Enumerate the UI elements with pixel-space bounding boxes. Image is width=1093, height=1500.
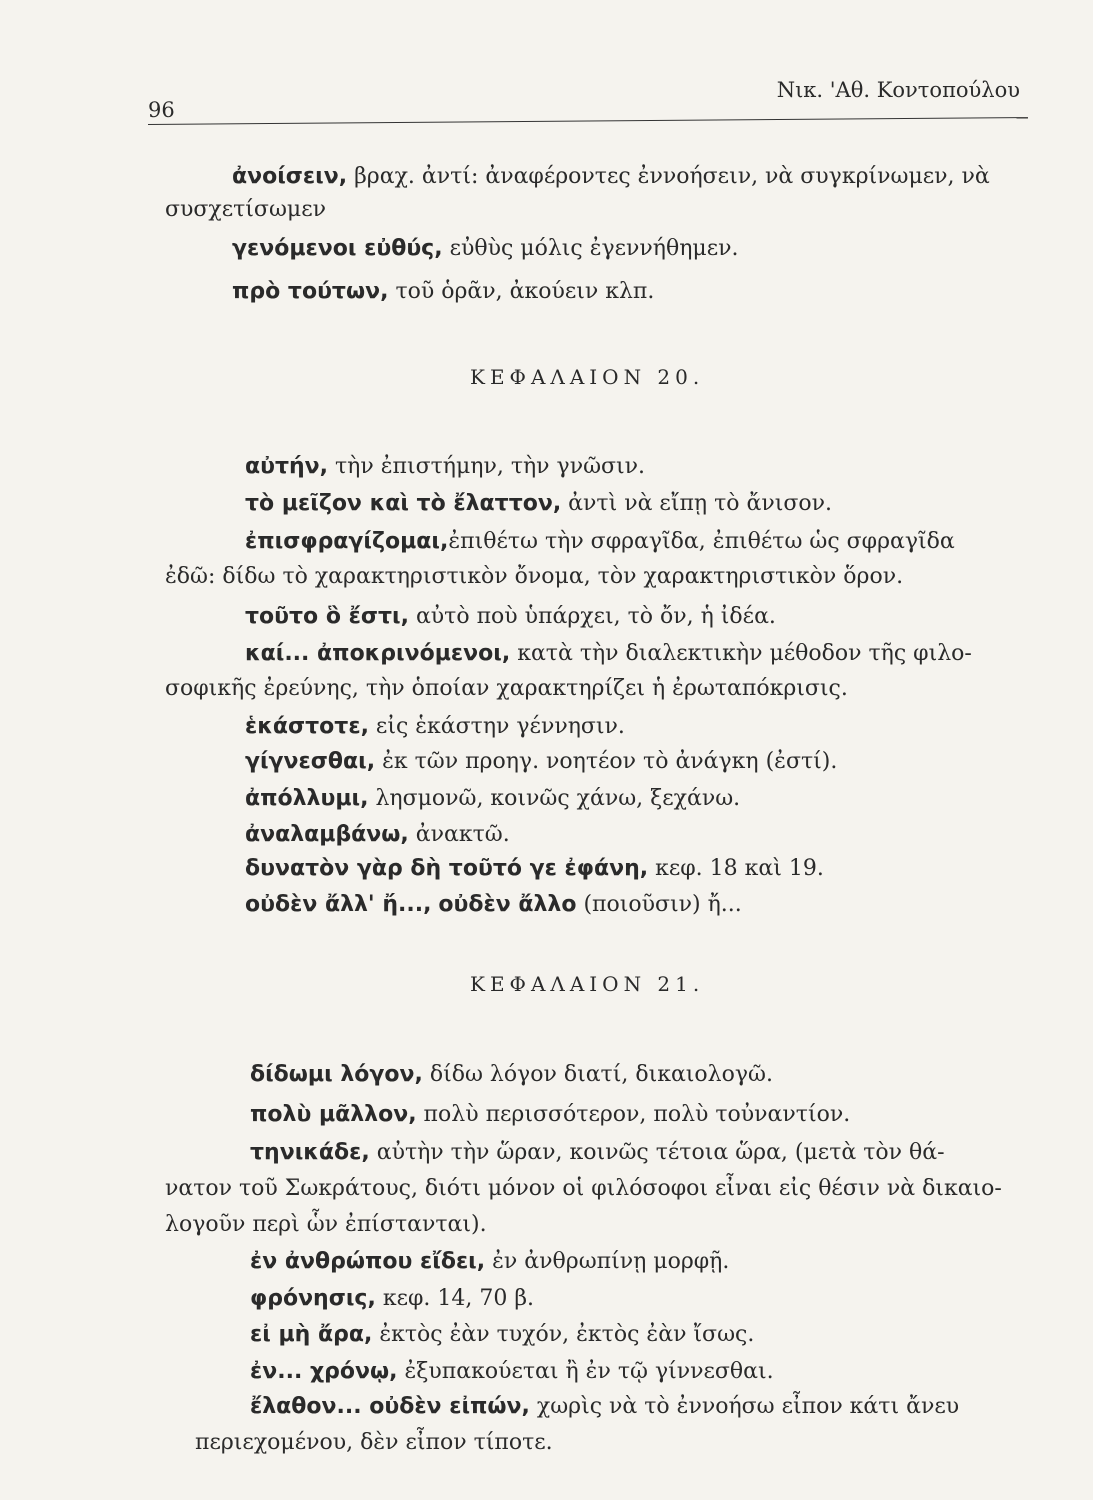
entry-lemma: ἐν... χρόνῳ, [250, 1359, 398, 1384]
entry-lemma: πολὺ μᾶλλον, [250, 1102, 417, 1127]
entry-gloss: ἀντὶ νὰ εἴπῃ τὸ ἄνισον. [561, 491, 832, 516]
entry-gloss: χωρὶς νὰ τὸ ἐννοήσω εἶπον κάτι ἄνευ [529, 1394, 960, 1419]
glossary-entry [250, 1390, 959, 1424]
glossary-entry [250, 1245, 729, 1279]
chapter-heading: ΚΕΦΑΛΑΙΟΝ 21. [470, 972, 705, 996]
entry-lemma: καί... ἀποκρινόμενοι, [245, 641, 511, 666]
entry-gloss: τὴν ἐπιστήμην, τὴν γνῶσιν. [328, 454, 646, 479]
entry-gloss: ἐπιθέτω τὴν σφραγῖδα, ἐπιθέτω ὡς σφραγῖδα [448, 529, 955, 554]
glossary-entry [250, 1318, 754, 1352]
entry-lemma: φρόνησις, [250, 1286, 376, 1311]
entry-gloss: οὐδὲν ἄλλο (ποιοῦσιν) ἤ... [438, 892, 742, 917]
chapter-heading: ΚΕΦΑΛΑΙΟΝ 20. [470, 365, 705, 389]
glossary-entry [245, 852, 824, 886]
glossary-entry [250, 1058, 773, 1092]
entry-lemma: ἐπισφραγίζομαι, [245, 529, 449, 554]
glossary-entry [245, 487, 832, 521]
entry-gloss: ἐκτὸς ἐὰν τυχόν, ἐκτὸς ἐὰν ἴσως. [372, 1322, 755, 1347]
glossary-entry [232, 232, 738, 266]
entry-lemma: ἔλαθον... οὐδὲν εἰπών, [250, 1394, 530, 1419]
entry-lemma: δίδωμι λόγον, [250, 1062, 423, 1087]
glossary-entry [245, 600, 776, 634]
entry-lemma: αὐτήν, [245, 454, 329, 479]
entry-gloss: πολὺ περισσότερον, πολὺ τοὐναντίον. [416, 1102, 851, 1127]
entry-gloss: ἐκ τῶν προηγ. νοητέον τὸ ἀνάγκη (ἐστί). [375, 749, 838, 774]
page-header [148, 78, 1028, 120]
entry-gloss: εὐθὺς μόλις ἐγεννήθημεν. [442, 236, 739, 261]
entry-gloss: κατὰ τὴν διαλεκτικὴν μέθοδον τῆς φιλο- [510, 641, 972, 666]
entry-continuation: λογοῦν περὶ ὧν ἐπίστανται). [165, 1212, 487, 1237]
glossary-entry [250, 1282, 534, 1316]
entry-lemma-secondary: οὐδὲν ἄλλο [438, 892, 577, 917]
glossary-entry [245, 637, 972, 671]
entry-continuation: περιεχομένου, δὲν εἶπον τίποτε. [195, 1430, 553, 1455]
glossary-entry [232, 160, 990, 194]
entry-gloss: αὐτὸ ποὺ ὑπάρχει, τὸ ὄν, ἡ ἰδέα. [408, 604, 776, 629]
entry-lemma: ἑκάστοτε, [245, 714, 369, 739]
entry-gloss: κεφ. 14, 70 β. [375, 1286, 535, 1311]
glossary-entry [250, 1355, 774, 1389]
entry-continuation: νατον τοῦ Σωκράτους, διότι μόνον οἱ φιλόσοφοι εἶναι εἰς θέσιν νὰ δικαιο- [165, 1176, 1002, 1201]
running-head: Νικ. 'Αθ. Κοντοπούλου [776, 78, 1020, 102]
entry-lemma: γίγνεσθαι, [245, 749, 376, 774]
glossary-entry [245, 782, 740, 816]
entry-lemma: τὸ μεῖζον καὶ τὸ ἔλαττον, [245, 491, 562, 516]
entry-lemma: γενόμενοι εὐθύς, [232, 236, 443, 261]
entry-lemma: εἰ μὴ ἄρα, [250, 1322, 373, 1347]
entry-continuation: σοφικῆς ἐρεύνης, τὴν ὁποίαν χαρακτηρίζει ἡ ἐρωταπόκρισις. [165, 676, 848, 701]
glossary-entry [245, 710, 625, 744]
entry-lemma: ἀνοίσειν, [232, 164, 348, 189]
glossary-entry [245, 818, 510, 852]
glossary-entry [250, 1098, 850, 1132]
entry-lemma: δυνατὸν γὰρ δὴ τοῦτό γε ἐφάνη, [245, 856, 649, 881]
page-number: 96 [148, 98, 175, 122]
entry-gloss: ἐν ἀνθρωπίνῃ μορφῇ. [485, 1249, 730, 1274]
entry-lemma: πρὸ τούτων, [232, 279, 389, 304]
glossary-entry [245, 745, 837, 779]
glossary-entry [245, 888, 742, 922]
entry-lemma: ἀναλαμβάνω, [245, 822, 409, 847]
entry-lemma: οὐδὲν ἄλλ' ἤ..., [245, 892, 432, 917]
glossary-entry [245, 525, 955, 559]
glossary-entry [250, 1136, 945, 1170]
glossary-entry [232, 275, 654, 309]
entry-lemma: ἐν ἀνθρώπου εἴδει, [250, 1249, 486, 1274]
entry-gloss: ἐξυπακούεται ἢ ἐν τῷ γίννεσθαι. [397, 1359, 774, 1384]
entry-gloss: δίδω λόγον διατί, δικαιολογῶ. [422, 1062, 773, 1087]
entry-gloss: κεφ. 18 καὶ 19. [648, 856, 824, 881]
entry-gloss: λησμονῶ, κοινῶς χάνω, ξεχάνω. [368, 786, 741, 811]
entry-continuation: ἐδῶ: δίδω τὸ χαρακτηριστικὸν ὄνομα, τὸν χαρακτηριστικὸν ὅρον. [165, 564, 904, 589]
entry-gloss: βραχ. ἀντί: ἀναφέροντες ἐννοήσειν, νὰ συγκρίνωμεν, νὰ [347, 164, 990, 189]
entry-lemma: ἀπόλλυμι, [245, 786, 369, 811]
entry-continuation: συσχετίσωμεν [165, 197, 326, 222]
entry-lemma: τοῦτο ὃ ἔστι, [245, 604, 409, 629]
glossary-entry [245, 450, 645, 484]
entry-gloss: ἀνακτῶ. [408, 822, 510, 847]
entry-lemma: τηνικάδε, [250, 1140, 370, 1165]
entry-gloss: εἰς ἑκάστην γέννησιν. [368, 714, 625, 739]
entry-gloss: τοῦ ὁρᾶν, ἀκούειν κλπ. [388, 279, 655, 304]
entry-gloss: αὐτὴν τὴν ὥραν, κοινῶς τέτοια ὥρα, (μετὰ τὸν θά- [369, 1140, 945, 1165]
